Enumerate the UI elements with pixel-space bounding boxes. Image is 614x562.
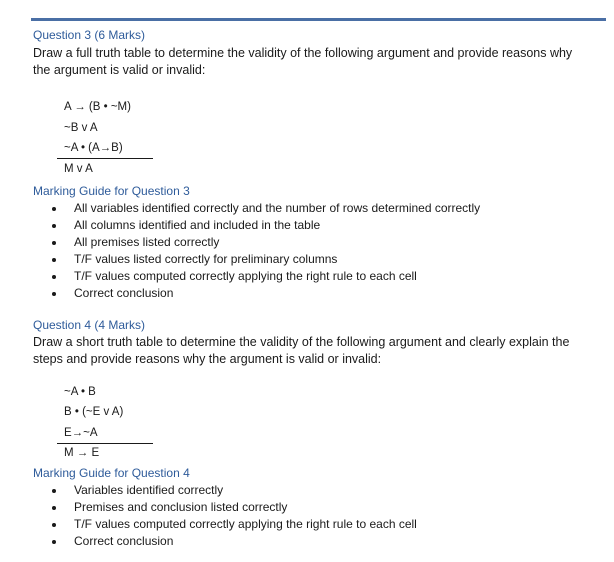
- bullet-icon: [52, 275, 56, 279]
- bullet-icon: [52, 241, 56, 245]
- list-item: T/F values computed correctly applying the right rule to each cell: [52, 516, 417, 533]
- bullet-icon: [52, 523, 56, 527]
- q4-premise-1: ~A • B: [64, 386, 96, 398]
- q3-conclusion: M v A: [64, 163, 93, 175]
- q3-premise-1: A → (B • ~M): [64, 101, 131, 113]
- list-item: Correct conclusion: [52, 285, 480, 302]
- list-item: Variables identified correctly: [52, 482, 417, 499]
- q4-conclusion-line: [57, 443, 153, 444]
- q3-premise-3: ~A • (A→B): [64, 142, 123, 154]
- q3-prompt: Draw a full truth table to determine the validity of the following argument and provide reasons why the argument is valid or invalid:: [33, 46, 573, 77]
- q4-prompt: Draw a short truth table to determine the validity of the following argument and clearly explain the steps and provide reasons why the argument is valid or invalid:: [33, 335, 570, 366]
- bullet-icon: [52, 489, 56, 493]
- list-item: All columns identified and included in the table: [52, 217, 480, 234]
- bullet-icon: [52, 207, 56, 211]
- q4-conclusion: M → E: [64, 447, 100, 459]
- list-item: T/F values listed correctly for preliminary columns: [52, 251, 480, 268]
- bullet-icon: [52, 506, 56, 510]
- q3-guide-title: Marking Guide for Question 3: [33, 184, 190, 198]
- bullet-icon: [52, 258, 56, 262]
- list-item: All variables identified correctly and the number of rows determined correctly: [52, 200, 480, 217]
- bullet-icon: [52, 292, 56, 296]
- list-item: Premises and conclusion listed correctly: [52, 499, 417, 516]
- list-item: All premises listed correctly: [52, 234, 480, 251]
- q4-guide-list: [52, 482, 417, 550]
- bullet-icon: [52, 224, 56, 228]
- q3-premise-2: ~B v A: [64, 122, 98, 134]
- top-divider: [31, 18, 606, 21]
- q4-title: Question 4 (4 Marks): [33, 318, 146, 332]
- bullet-icon: [52, 540, 56, 544]
- q3-guide-list: [52, 200, 480, 302]
- list-item: T/F values computed correctly applying the right rule to each cell: [52, 268, 480, 285]
- list-item: Correct conclusion: [52, 533, 417, 550]
- q4-premise-2: B • (~E v A): [64, 406, 124, 418]
- q4-premise-3: E→~A: [64, 427, 98, 439]
- q3-title: Question 3 (6 Marks): [33, 28, 146, 42]
- q4-guide-title: Marking Guide for Question 4: [33, 466, 190, 480]
- q3-conclusion-line: [57, 158, 153, 159]
